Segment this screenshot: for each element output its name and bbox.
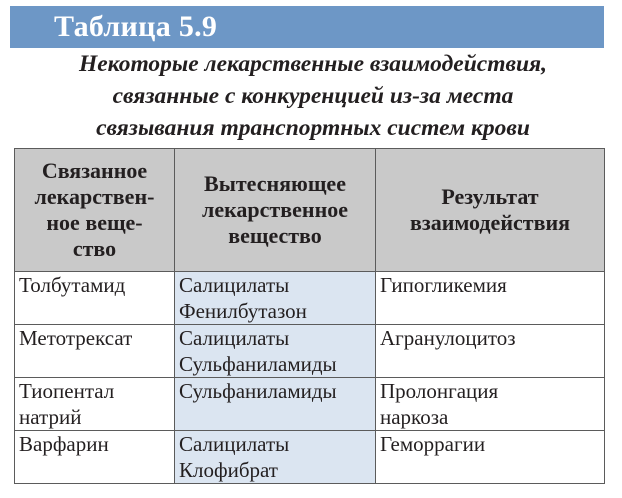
- cell-displacing-drug: Салицилаты Клофибрат: [175, 431, 376, 484]
- cell-result: Гипогликемия: [376, 272, 605, 325]
- cell-bound-drug: Толбутамид: [15, 272, 175, 325]
- caption-line-2: связанные с конкуренцией из-за места: [112, 83, 514, 109]
- table-caption: [10, 48, 616, 144]
- cell-displacing-drug: Салицилаты Фенилбутазон: [175, 272, 376, 325]
- column-header-displacing-drug: Вытесняющее лекарственное вещество: [175, 149, 376, 272]
- table-number: Таблица 5.9: [54, 10, 218, 43]
- table-row: [15, 272, 605, 325]
- table-title-bar: [10, 6, 604, 48]
- cell-displacing-drug: Сульфаниламиды: [175, 378, 376, 431]
- table-row: [15, 378, 605, 431]
- table-row: [15, 325, 605, 378]
- cell-bound-drug: Метотрексат: [15, 325, 175, 378]
- table-row: [15, 431, 605, 484]
- cell-bound-drug: Тиопентал натрий: [15, 378, 175, 431]
- caption-line-3: связывания транспортных систем крови: [96, 115, 530, 141]
- column-header-result: Результат взаимодействия: [376, 149, 605, 272]
- drug-interaction-table: [14, 148, 605, 484]
- cell-bound-drug: Варфарин: [15, 431, 175, 484]
- cell-result: Геморрагии: [376, 431, 605, 484]
- column-header-bound-drug: Связанное лекарствен- ное веще- ство: [15, 149, 175, 272]
- cell-displacing-drug: Салицилаты Сульфаниламиды: [175, 325, 376, 378]
- cell-result: Агранулоцитоз: [376, 325, 605, 378]
- cell-result: Пролонгация наркоза: [376, 378, 605, 431]
- caption-line-1: Некоторые лекарственные взаимодействия,: [78, 51, 548, 77]
- table-header-row: [15, 149, 605, 272]
